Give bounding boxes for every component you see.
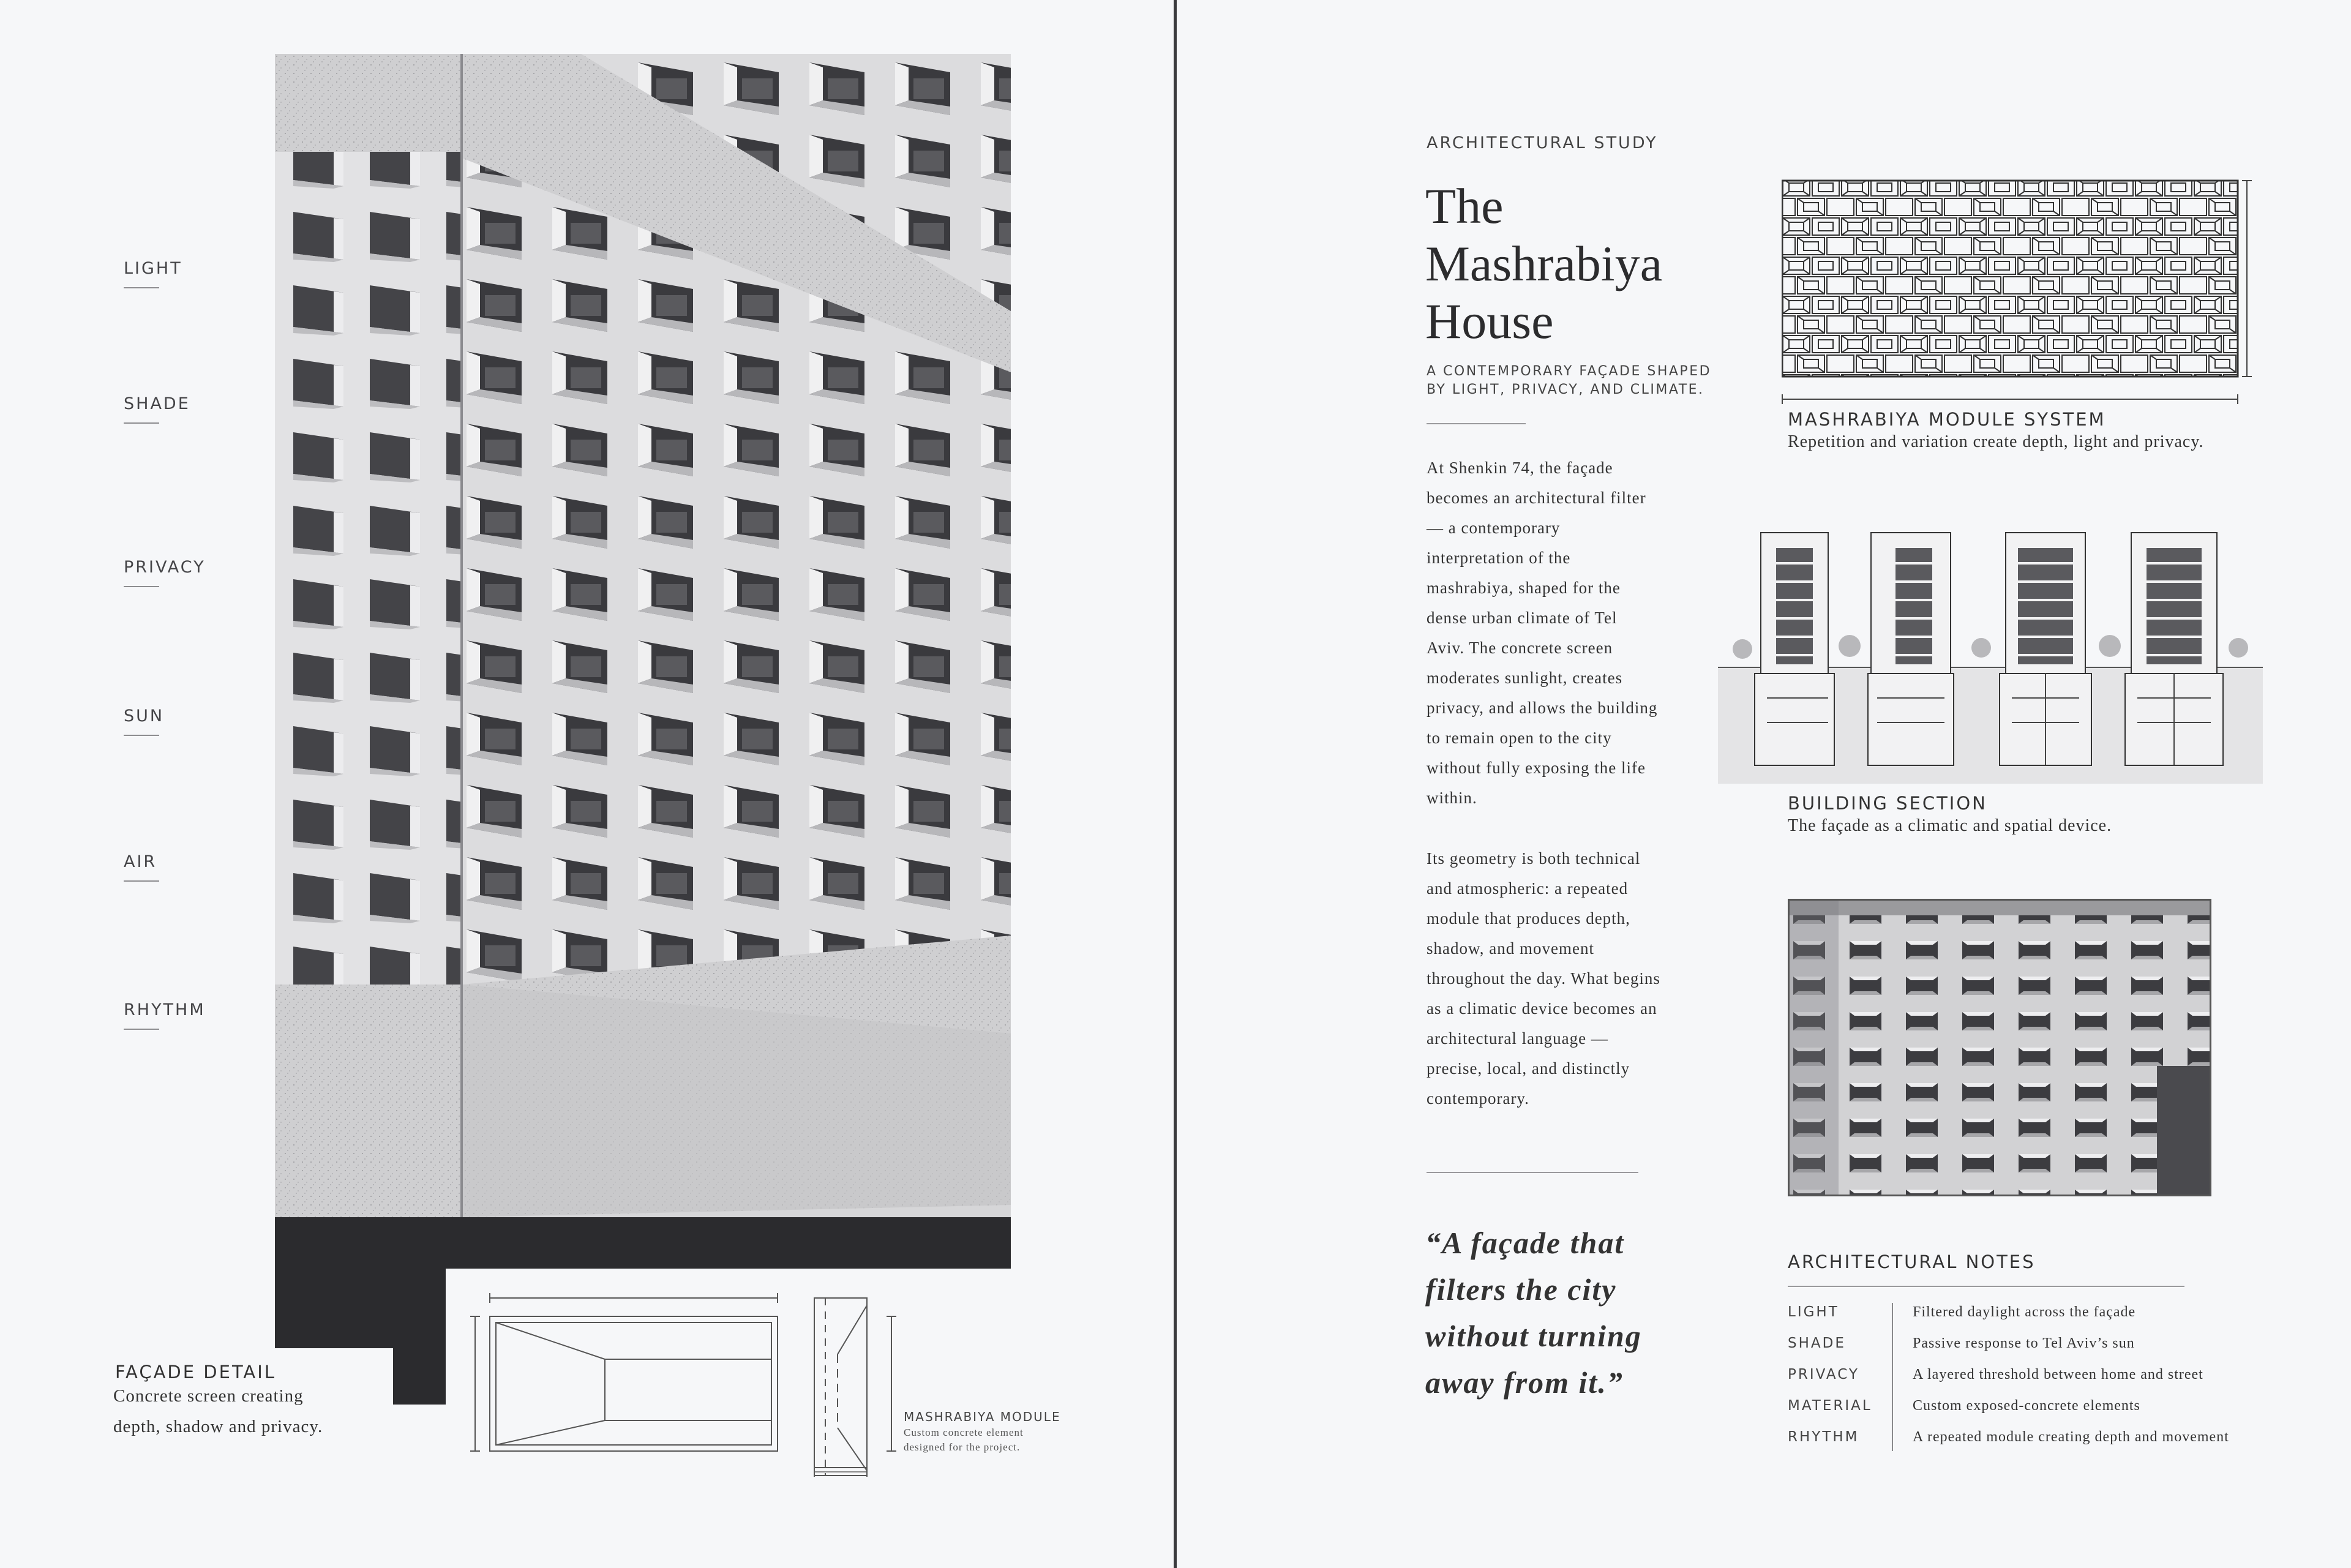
p2-line: module that produces depth, bbox=[1427, 909, 1630, 928]
notes-row bbox=[1788, 1398, 2265, 1429]
p1-line: privacy, and allows the building bbox=[1427, 699, 1658, 717]
notes-value: Custom exposed-concrete elements bbox=[1913, 1398, 2140, 1414]
module-caption-title: MASHRABIYA MODULE bbox=[904, 1409, 1061, 1424]
side-label-privacy: PRIVACY bbox=[124, 558, 206, 577]
p1-line: dense urban climate of Tel bbox=[1427, 609, 1618, 627]
notes-key: MATERIAL bbox=[1788, 1398, 1872, 1414]
side-label-rhythm: RHYTHM bbox=[124, 1000, 206, 1019]
module-system-title: MASHRABIYA MODULE SYSTEM bbox=[1788, 409, 2106, 430]
p1-line: to remain open to the city bbox=[1427, 729, 1612, 747]
side-label-sun: SUN bbox=[124, 707, 165, 726]
quote-rule bbox=[1427, 1172, 1638, 1173]
facade-detail-title: FAÇADE DETAIL bbox=[115, 1362, 276, 1382]
quote-line: away from it.” bbox=[1425, 1365, 1624, 1400]
notes-table bbox=[1788, 1304, 2265, 1460]
notes-key: LIGHT bbox=[1788, 1304, 1839, 1320]
notes-value: A repeated module creating depth and movement bbox=[1913, 1429, 2229, 1445]
side-label-light: LIGHT bbox=[124, 259, 182, 278]
notes-value: Filtered daylight across the façade bbox=[1913, 1304, 2136, 1320]
p1-line: moderates sunlight, creates bbox=[1427, 669, 1623, 687]
subtitle-line-1: A CONTEMPORARY FAÇADE SHAPED bbox=[1427, 364, 1712, 379]
quote-line: without turning bbox=[1425, 1319, 1642, 1353]
p1-line: At Shenkin 74, the façade bbox=[1427, 459, 1613, 477]
module-system-drawing bbox=[1782, 178, 2253, 404]
subtitle-line-2: BY LIGHT, PRIVACY, AND CLIMATE. bbox=[1427, 382, 1704, 397]
facade-detail-description bbox=[113, 1381, 323, 1442]
page-spine bbox=[1174, 0, 1177, 1568]
side-label-air: AIR bbox=[124, 852, 157, 871]
notes-row bbox=[1788, 1304, 2265, 1335]
p2-line: shadow, and movement bbox=[1427, 939, 1594, 958]
body-paragraph-2 bbox=[1427, 844, 1696, 1114]
p1-line: — a contemporary bbox=[1427, 519, 1561, 537]
quote-line: “A façade that bbox=[1425, 1226, 1625, 1260]
notes-row bbox=[1788, 1367, 2265, 1398]
quote-line: filters the city bbox=[1425, 1272, 1617, 1307]
p1-line: mashrabiya, shaped for the bbox=[1427, 579, 1621, 597]
notes-row bbox=[1788, 1335, 2265, 1367]
p1-line: within. bbox=[1427, 789, 1477, 807]
module-caption-line-2: designed for the project. bbox=[904, 1441, 1021, 1453]
side-label-shade: SHADE bbox=[124, 394, 190, 413]
building-section-description: The façade as a climatic and spatial device. bbox=[1788, 816, 2112, 835]
module-caption-body bbox=[904, 1425, 1024, 1455]
p1-line: without fully exposing the life bbox=[1427, 759, 1646, 777]
pull-quote bbox=[1425, 1220, 1642, 1406]
subtitle bbox=[1427, 362, 1711, 399]
p2-line: contemporary. bbox=[1427, 1089, 1529, 1108]
module-caption-line-1: Custom concrete element bbox=[904, 1427, 1024, 1438]
facade-photo-small bbox=[1788, 899, 2211, 1196]
facade-detail-line-2: depth, shadow and privacy. bbox=[113, 1417, 323, 1436]
building-section-title: BUILDING SECTION bbox=[1788, 793, 1987, 814]
notes-value: A layered threshold between home and street bbox=[1913, 1367, 2203, 1382]
notes-row bbox=[1788, 1429, 2265, 1460]
facade-photo bbox=[275, 54, 1011, 1269]
photo-shadow-step bbox=[393, 1269, 446, 1405]
module-drawing-panel bbox=[446, 1269, 1011, 1526]
p1-line: interpretation of the bbox=[1427, 549, 1571, 567]
body-paragraph-1 bbox=[1427, 453, 1696, 813]
title-line-3: House bbox=[1425, 293, 1554, 349]
notes-key: PRIVACY bbox=[1788, 1367, 1859, 1382]
p2-line: Its geometry is both technical bbox=[1427, 849, 1641, 868]
notes-value: Passive response to Tel Aviv’s sun bbox=[1913, 1335, 2135, 1351]
p2-line: architectural language — bbox=[1427, 1029, 1608, 1048]
p2-line: throughout the day. What begins bbox=[1427, 969, 1660, 988]
notes-key: SHADE bbox=[1788, 1335, 1846, 1351]
title-line-1: The bbox=[1425, 178, 1504, 234]
p2-line: precise, local, and distinctly bbox=[1427, 1059, 1630, 1078]
kicker: ARCHITECTURAL STUDY bbox=[1427, 133, 1658, 152]
notes-rule bbox=[1788, 1286, 2184, 1287]
building-section-drawing bbox=[1718, 514, 2263, 784]
p1-line: becomes an architectural filter bbox=[1427, 489, 1646, 507]
module-system-description: Repetition and variation create depth, light and privacy. bbox=[1788, 432, 2204, 451]
p2-line: and atmospheric: a repeated bbox=[1427, 879, 1629, 898]
subtitle-rule bbox=[1427, 423, 1526, 424]
facade-detail-line-1: Concrete screen creating bbox=[113, 1386, 304, 1406]
title-line-2: Mashrabiya bbox=[1425, 236, 1663, 291]
notes-title: ARCHITECTURAL NOTES bbox=[1788, 1251, 2036, 1272]
p2-line: as a climatic device becomes an bbox=[1427, 999, 1657, 1018]
notes-key: RHYTHM bbox=[1788, 1429, 1859, 1445]
module-elevation-drawing bbox=[446, 1269, 1011, 1526]
p1-line: Aviv. The concrete screen bbox=[1427, 639, 1613, 657]
page-title bbox=[1425, 178, 1662, 350]
